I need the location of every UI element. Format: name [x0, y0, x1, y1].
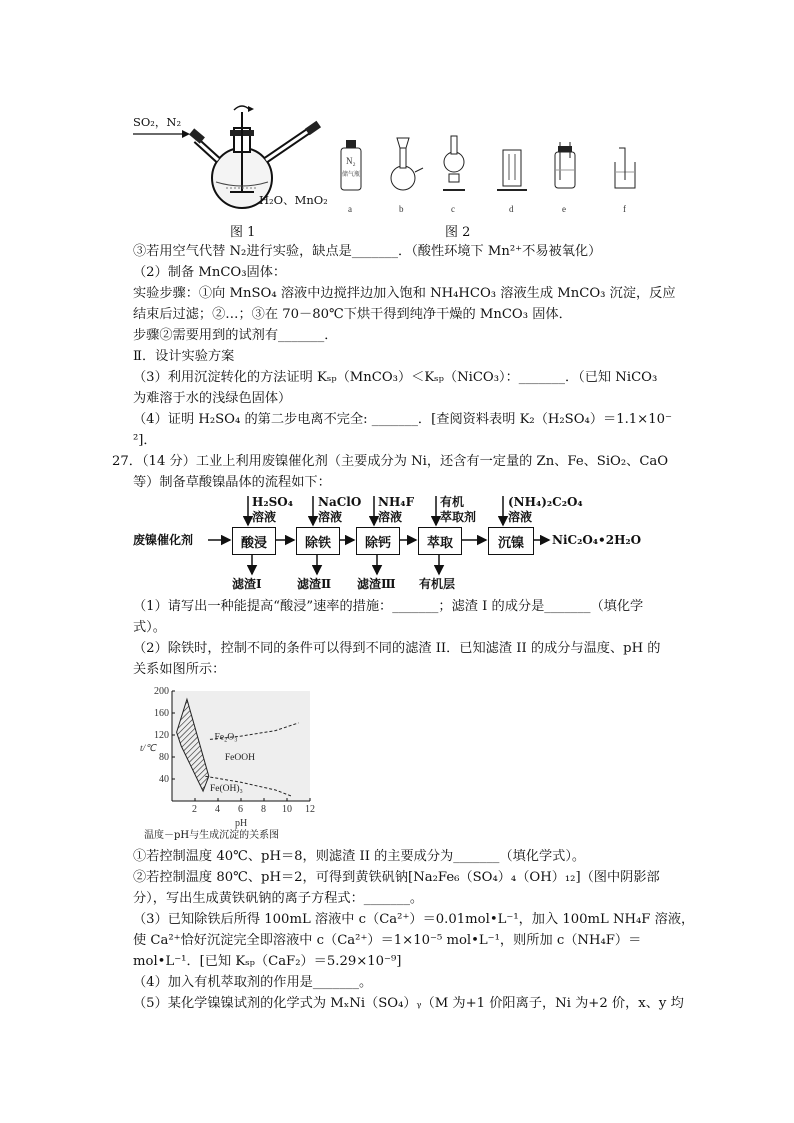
x-tick-label: 8	[261, 804, 266, 815]
y-tick-label: 120	[154, 730, 169, 741]
region-label: Fe₂O₃	[214, 732, 238, 743]
question-line-15: （2）除铁时，控制不同的条件可以得到不同的滤渣 II．已知滤渣 II 的成分与温度、pH 的	[133, 641, 661, 656]
section-heading: Ⅱ．设计实验方案	[133, 349, 235, 364]
apparatus-c-letter: c	[451, 204, 455, 214]
y-axis-label: t/℃	[140, 744, 156, 754]
question-line-10: ²]．	[133, 433, 157, 448]
region-label: Fe(OH)₃	[209, 784, 243, 795]
apparatus-f-beaker	[615, 148, 635, 188]
flow-step-extraction: 萃取	[418, 527, 462, 555]
question-line-18: ②若控制温度 80℃、pH＝2，可得到黄铁矾钠[Na₂Fe₆（SO₄）₄（OH）₁₂]（图中阴影部	[133, 870, 660, 885]
flow-reagent-3-b: 溶液	[378, 510, 403, 524]
question-line-22: mol•L⁻¹．[已知 Kₛₚ（CaF₂）＝5.29×10⁻⁹]	[133, 954, 402, 969]
question-line-12: 等）制备草酸镍晶体的流程如下：	[133, 475, 331, 490]
figure2-caption: 图 2	[445, 225, 471, 240]
apparatus-e-letter: e	[562, 204, 566, 214]
question-line-20: （3）已知除铁后所得 100mL 溶液中 c（Ca²⁺）＝0.01mol•L⁻¹，加入 100mL NH₄F 溶液，	[133, 912, 695, 927]
apparatus-d-u-tube	[497, 150, 527, 190]
question-line-21: 使 Ca²⁺恰好沉淀完全即溶液中 c（Ca²⁺）＝1×10⁻⁵ mol•L⁻¹，则所加 c（NH₄F）＝	[133, 933, 642, 948]
flow-reagent-2-a: NaClO	[318, 495, 362, 509]
question-line-24: （5）某化学镍镍试剂的化学式为 MₓNi（SO₄）ᵧ（M 为+1 价阳离子，Ni 为+2 价，x、y 均	[133, 996, 684, 1011]
y-tick-label: 160	[154, 708, 169, 719]
apparatus-c-heated-flask	[443, 136, 465, 190]
flow-reagent-3-a: NH₄F	[378, 495, 415, 509]
flow-reagent-2-b: 溶液	[318, 510, 343, 524]
x-tick-label: 6	[238, 804, 243, 815]
figure2-apparatus	[333, 128, 643, 218]
flow-reagent-5-a: (NH₄)₂C₂O₄	[508, 495, 583, 509]
question-line-16: 关系如图所示：	[133, 662, 226, 677]
question-line-13: （1）请写出一种能提高“酸浸”速率的措施：_______；滤渣 I 的成分是_______（填化学	[133, 599, 644, 614]
flow-input: 废镍催化剂	[133, 533, 194, 547]
flow-reagent-1-a: H₂SO₄	[252, 495, 293, 509]
flow-step-acid-leach: 酸浸	[232, 527, 276, 555]
flow-step-iron-removal: 除铁	[296, 527, 340, 555]
apparatus-d-letter: d	[509, 204, 514, 214]
region-label: FeOOH	[224, 752, 255, 763]
question-line-3: 实验步骤：①向 MnSO₄ 溶液中边搅拌边加入饱和 NH₄HCO₃ 溶液生成 MnCO₃ 沉淀，反应	[133, 286, 676, 301]
question-line-19: 分），写出生成黄铁矾钠的离子方程式：_______。	[133, 891, 424, 906]
apparatus-a-text-2: 储气瓶	[342, 172, 361, 178]
question-line-8: 为难溶于水的浅绿色固体）	[133, 391, 292, 406]
flow-reagent-1-b: 溶液	[252, 510, 277, 524]
apparatus-a-text-1: N₂	[346, 156, 356, 166]
flow-reagent-5-b: 溶液	[508, 510, 533, 524]
question-line-9: （4）证明 H₂SO₄ 的第二步电离不完全: _______．[查阅资料表明 K₂（H₂SO₄）＝1.1×10⁻	[133, 412, 672, 427]
question-line-2: （2）制备 MnCO₃固体：	[133, 265, 287, 280]
y-tick-label: 40	[159, 774, 169, 785]
apparatus-e-wash-bottle	[555, 142, 575, 188]
question-line-17: ①若控制温度 40℃、pH＝8，则滤渣 II 的主要成分为_______（填化学式）。	[133, 849, 586, 864]
flow-output-3: 滤渣Ⅲ	[357, 577, 396, 591]
apparatus-b-flask	[391, 138, 423, 190]
figure1-caption: 图 1	[230, 225, 256, 240]
temperature-ph-chart	[138, 683, 338, 838]
chart-caption: 温度－pH与生成沉淀的关系图	[144, 830, 280, 841]
apparatus-a-letter: a	[348, 204, 352, 214]
question-line-23: （4）加入有机萃取剂的作用是_______。	[133, 975, 373, 990]
flow-output-4: 有机层	[419, 577, 456, 591]
flow-step-calcium-removal: 除钙	[356, 527, 400, 555]
flow-arrows	[0, 490, 794, 580]
question-line-4: 结束后过滤；②…；③在 70－80℃下烘干得到纯净干燥的 MnCO₃ 固体．	[133, 307, 572, 322]
question-line-14: 式）。	[133, 620, 166, 635]
apparatus-f-letter: f	[623, 204, 626, 214]
figure1-flask-label: H₂O、MnO₂	[259, 193, 328, 207]
question-27-title: 27．（14 分）工业上利用废镍催化剂（主要成分为 Ni，还含有一定量的 Zn、Fe、SiO₂、CaO	[112, 454, 669, 469]
x-tick-label: 2	[192, 804, 197, 815]
apparatus-a-gas-bottle	[341, 140, 361, 190]
flow-step-nickel-precipitation: 沉镍	[488, 527, 534, 555]
flow-output-2: 滤渣Ⅱ	[297, 577, 332, 591]
flow-output-1: 滤渣Ⅰ	[232, 577, 262, 591]
x-tick-label: 4	[215, 804, 220, 815]
x-axis-label: pH	[235, 818, 248, 829]
question-line-5: 步骤②需要用到的试剂有_______．	[133, 328, 338, 343]
x-tick-label: 10	[282, 804, 292, 815]
question-line-7: （3）利用沉淀转化的方法证明 Kₛₚ（MnCO₃）＜Kₛₚ（NiCO₃）：_______．（已知 NiCO₃	[133, 370, 658, 385]
y-tick-label: 200	[154, 686, 169, 697]
y-tick-label: 80	[159, 752, 169, 763]
flow-reagent-4-b: 萃取剂	[440, 510, 477, 524]
flow-reagent-4-a: 有机	[440, 495, 465, 509]
figure1-gas-label: SO₂，N₂	[133, 115, 182, 129]
x-tick-label: 12	[305, 804, 315, 815]
flow-product: NiC₂O₄•2H₂O	[552, 533, 642, 547]
apparatus-b-letter: b	[399, 204, 404, 214]
question-line-1: ③若用空气代替 N₂进行实验，缺点是_______．（酸性环境下 Mn²⁺不易被氧化）	[133, 244, 602, 259]
